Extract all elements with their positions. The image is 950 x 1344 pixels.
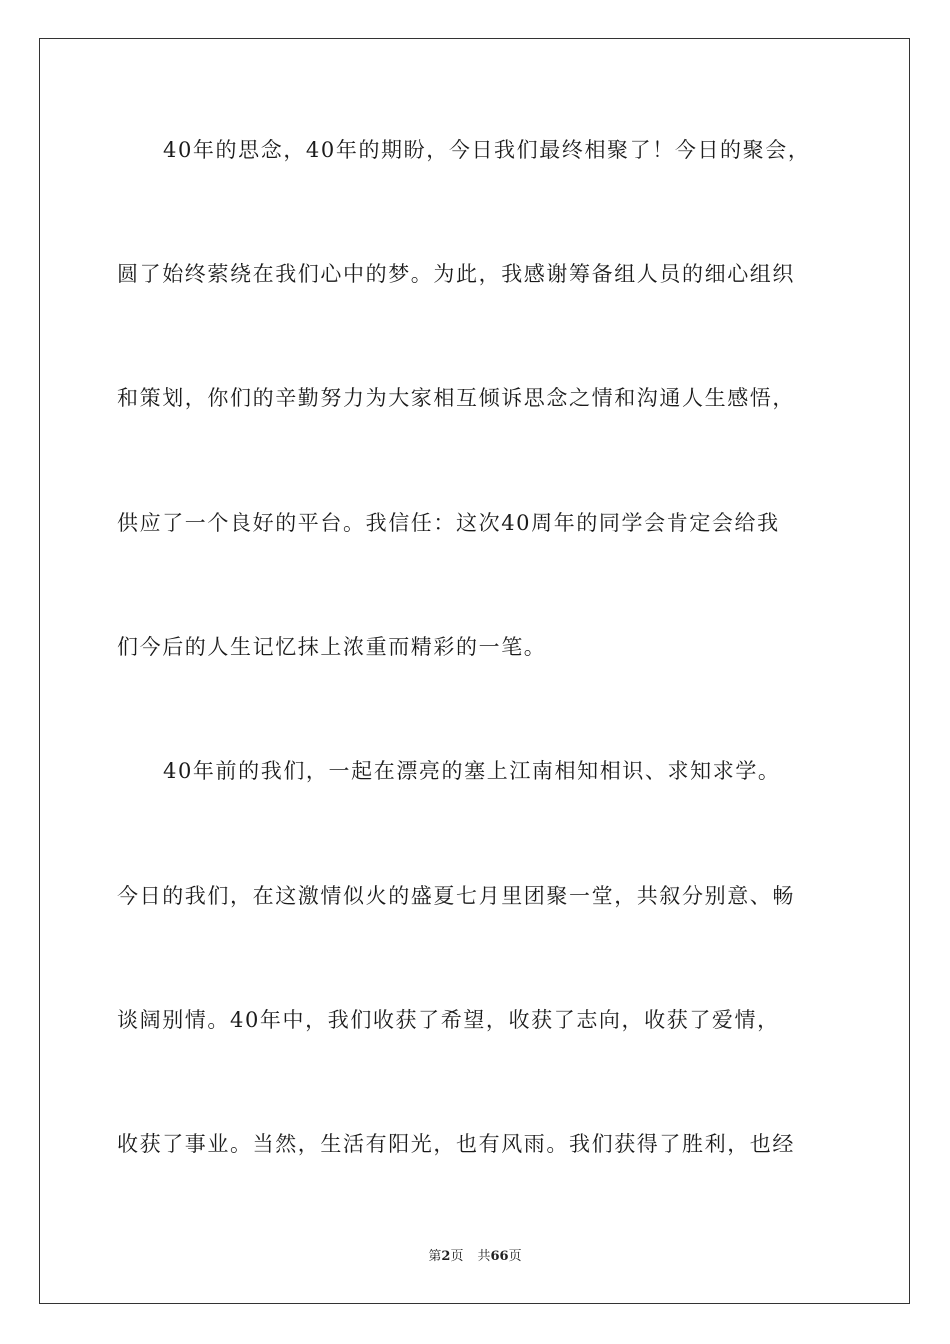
paragraph-2-line-3: 谈阔别情。40年中，我们收获了希望，收获了志向，收获了爱情， [117, 1008, 780, 1032]
paragraph-2-line-4: 收获了事业。当然，生活有阳光，也有风雨。我们获得了胜利，也经 [117, 1132, 795, 1156]
paragraph-1-line-1: 40年的思念，40年的期盼，今日我们最终相聚了！今日的聚会， [163, 138, 811, 162]
paragraph-2-line-2: 今日的我们，在这激情似火的盛夏七月里团聚一堂，共叙分别意、畅 [117, 884, 795, 908]
total-prefix: 共 [477, 1249, 491, 1264]
paragraph-1-line-4: 供应了一个良好的平台。我信任：这次40周年的同学会肯定会给我 [117, 511, 780, 535]
page-prefix: 第 [428, 1249, 442, 1264]
total-suffix: 页 [508, 1249, 522, 1264]
page-suffix: 页 [450, 1249, 464, 1264]
paragraph-1-line-5: 们今后的人生记忆抹上浓重而精彩的一笔。 [117, 635, 547, 659]
page-number: 2 [441, 1249, 451, 1264]
paragraph-1-line-3: 和策划，你们的辛勤努力为大家相互倾诉思念之情和沟通人生感悟， [117, 386, 795, 410]
page-footer [0, 1248, 950, 1266]
total-pages: 66 [490, 1249, 509, 1264]
paragraph-2-line-1: 40年前的我们，一起在漂亮的塞上江南相知相识、求知求学。 [163, 759, 781, 783]
page-border [39, 38, 910, 1304]
paragraph-1-line-2: 圆了始终萦绕在我们心中的梦。为此，我感谢筹备组人员的细心组织 [117, 262, 795, 286]
